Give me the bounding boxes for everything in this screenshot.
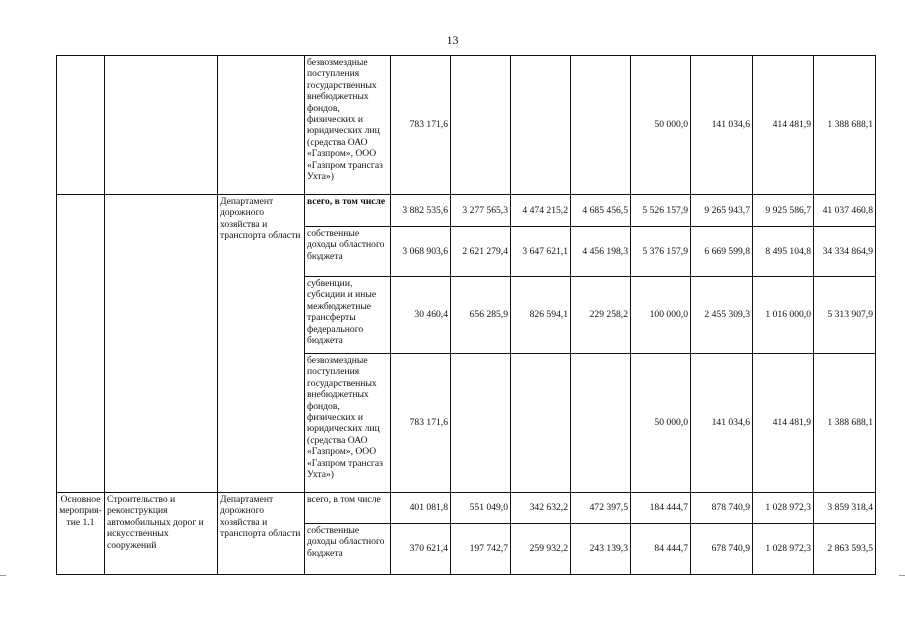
value-cell: 401 081,8: [391, 493, 451, 524]
value-cell: 3 882 535,6: [391, 195, 451, 227]
code-cell: [57, 195, 105, 493]
page-number: 13: [446, 33, 459, 47]
value-cell: 9 925 586,7: [753, 195, 814, 227]
value-cell: 783 171,6: [391, 354, 451, 493]
value-cell: 2 863 593,5: [814, 524, 876, 575]
source-cell: собственные доходы областного бюджета: [305, 524, 391, 575]
value-cell: 84 444,7: [631, 524, 691, 575]
value-cell: 50 000,0: [631, 56, 691, 195]
value-cell: 1 388 688,1: [814, 56, 876, 195]
value-cell: 259 932,2: [511, 524, 571, 575]
value-cell: 414 481,9: [753, 56, 814, 195]
value-cell: 50 000,0: [631, 354, 691, 493]
value-cell: 878 740,9: [691, 493, 753, 524]
value-cell: 184 444,7: [631, 493, 691, 524]
value-cell: 100 000,0: [631, 277, 691, 354]
source-cell: всего, в том числе: [305, 493, 391, 524]
value-cell: 3 859 318,4: [814, 493, 876, 524]
value-cell: 41 037 460,8: [814, 195, 876, 227]
value-cell: 370 621,4: [391, 524, 451, 575]
table-row: [57, 493, 876, 524]
value-cell: 229 258,2: [571, 277, 631, 354]
name-cell: [105, 56, 218, 195]
value-cell: [571, 354, 631, 493]
name-cell: [105, 195, 218, 493]
value-cell: 5 526 157,9: [631, 195, 691, 227]
value-cell: 1 028 972,3: [753, 524, 814, 575]
value-cell: 4 456 198,3: [571, 227, 631, 277]
scan-edge-mark: [0, 575, 6, 576]
value-cell: 678 740,9: [691, 524, 753, 575]
executor-cell: Департамент дорожного хозяйства и транспорта области: [218, 493, 305, 575]
value-cell: 551 049,0: [451, 493, 511, 524]
funding-table: [56, 55, 876, 575]
value-cell: [571, 56, 631, 195]
value-cell: [511, 354, 571, 493]
source-cell: всего, в том числе: [305, 195, 391, 227]
value-cell: [451, 56, 511, 195]
value-cell: 1 388 688,1: [814, 354, 876, 493]
value-cell: 414 481,9: [753, 354, 814, 493]
value-cell: 8 495 104,8: [753, 227, 814, 277]
value-cell: 656 285,9: [451, 277, 511, 354]
activity-name-cell: Строительство и реконструкция автомобильных дорог и искусственных сооружений: [105, 493, 218, 575]
value-cell: 5 313 907,9: [814, 277, 876, 354]
executor-cell: Департамент дорожного хозяйства и транспорта области: [218, 195, 305, 493]
value-cell: 197 742,7: [451, 524, 511, 575]
value-cell: 472 397,5: [571, 493, 631, 524]
value-cell: 141 034,6: [691, 56, 753, 195]
activity-code-cell: Основное мероприя-тие 1.1: [57, 493, 105, 575]
code-cell: [57, 56, 105, 195]
source-cell: собственные доходы областного бюджета: [305, 227, 391, 277]
value-cell: 342 632,2: [511, 493, 571, 524]
value-cell: 6 669 599,8: [691, 227, 753, 277]
source-cell: субвенции, субсидии и иные межбюджетные трансферты федерального бюджета: [305, 277, 391, 354]
value-cell: 1 016 000,0: [753, 277, 814, 354]
source-cell: безвозмездные поступления государственных внебюджетных фондов, физических и юридических лиц (средства ОАО «Газпром», ООО «Газпром трансгаз Ухта»): [305, 56, 391, 195]
source-cell: безвозмездные поступления государственных внебюджетных фондов, физических и юридических лиц (средства ОАО «Газпром», ООО «Газпром трансгаз Ухта»): [305, 354, 391, 493]
table-row: [57, 195, 876, 227]
value-cell: [511, 56, 571, 195]
value-cell: 3 647 621,1: [511, 227, 571, 277]
value-cell: 3 277 565,3: [451, 195, 511, 227]
value-cell: 34 334 864,9: [814, 227, 876, 277]
value-cell: 1 028 972,3: [753, 493, 814, 524]
value-cell: 4 685 456,5: [571, 195, 631, 227]
value-cell: 243 139,3: [571, 524, 631, 575]
value-cell: 3 068 903,6: [391, 227, 451, 277]
value-cell: 783 171,6: [391, 56, 451, 195]
value-cell: 5 376 157,9: [631, 227, 691, 277]
value-cell: 826 594,1: [511, 277, 571, 354]
table-row: [57, 56, 876, 195]
value-cell: [451, 354, 511, 493]
value-cell: 2 455 309,3: [691, 277, 753, 354]
value-cell: 141 034,6: [691, 354, 753, 493]
executor-cell: [218, 56, 305, 195]
value-cell: 2 621 279,4: [451, 227, 511, 277]
scan-edge-mark: [899, 575, 905, 576]
value-cell: 30 460,4: [391, 277, 451, 354]
value-cell: 9 265 943,7: [691, 195, 753, 227]
value-cell: 4 474 215,2: [511, 195, 571, 227]
